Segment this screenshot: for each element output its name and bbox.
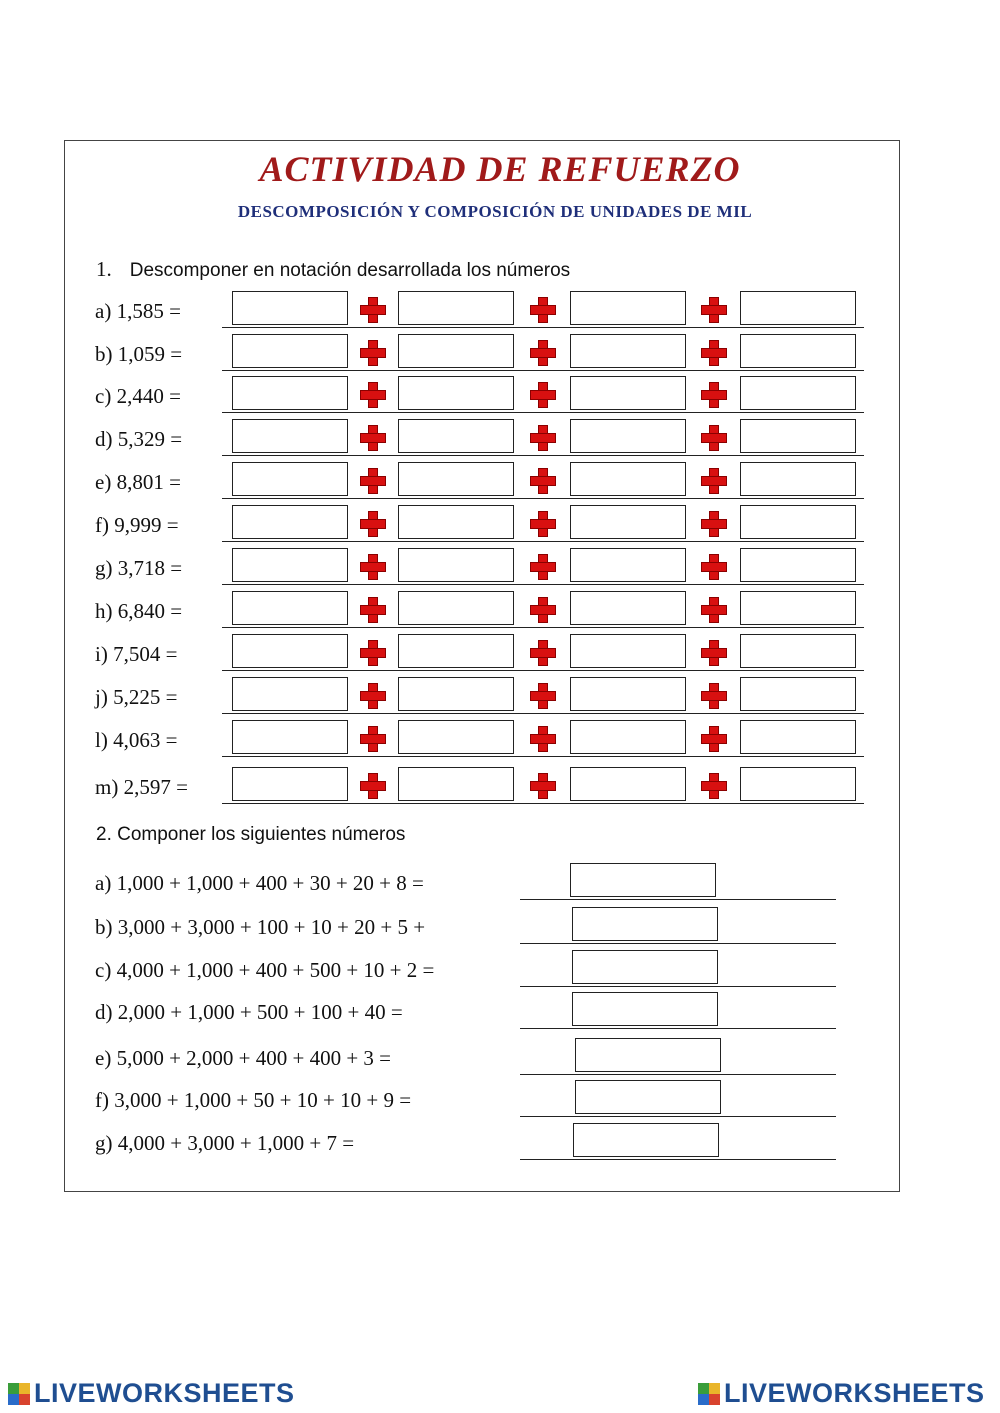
answer-box[interactable] xyxy=(398,376,514,410)
section2-row-label: d) 2,000 + 1,000 + 500 + 100 + 40 = xyxy=(95,1000,403,1024)
section2-row-label: e) 5,000 + 2,000 + 400 + 400 + 3 = xyxy=(95,1046,392,1070)
answer-box[interactable] xyxy=(740,720,856,754)
answer-box[interactable] xyxy=(570,376,686,410)
answer-box[interactable] xyxy=(740,634,856,668)
answer-box[interactable] xyxy=(398,767,514,801)
plus-icon xyxy=(530,425,556,451)
answer-box[interactable] xyxy=(398,634,514,668)
plus-icon xyxy=(701,425,727,451)
answer-box[interactable] xyxy=(232,634,348,668)
answer-box[interactable] xyxy=(398,291,514,325)
answer-box[interactable] xyxy=(232,376,348,410)
answer-box[interactable] xyxy=(232,419,348,453)
plus-icon xyxy=(701,640,727,666)
plus-icon xyxy=(701,511,727,537)
plus-icon xyxy=(530,640,556,666)
answer-underline xyxy=(520,986,836,987)
answer-underline xyxy=(520,1074,836,1075)
answer-box[interactable] xyxy=(572,992,718,1026)
section1-number: 1. xyxy=(96,257,112,281)
plus-icon xyxy=(530,382,556,408)
answer-box[interactable] xyxy=(570,419,686,453)
section1-row-label: h) 6,840 = xyxy=(95,599,183,623)
section2-row-label: b) 3,000 + 3,000 + 100 + 10 + 20 + 5 + xyxy=(95,915,426,939)
answer-underline xyxy=(520,1159,836,1160)
answer-box[interactable] xyxy=(740,767,856,801)
brand-name: LIVEWORKSHEETS xyxy=(724,1378,985,1408)
plus-icon xyxy=(360,726,386,752)
answer-underline xyxy=(222,713,864,714)
answer-box[interactable] xyxy=(740,334,856,368)
answer-box[interactable] xyxy=(570,767,686,801)
section1-row-label: g) 3,718 = xyxy=(95,556,183,580)
section1-heading xyxy=(96,257,570,282)
answer-box[interactable] xyxy=(740,591,856,625)
section1-row-label: l) 4,063 = xyxy=(95,728,178,752)
page-subtitle: DESCOMPOSICIÓN Y COMPOSICIÓN DE UNIDADES DE MIL xyxy=(237,202,753,221)
answer-box[interactable] xyxy=(740,505,856,539)
answer-underline xyxy=(222,803,864,804)
answer-box[interactable] xyxy=(232,720,348,754)
plus-icon xyxy=(701,382,727,408)
answer-underline xyxy=(222,455,864,456)
section1-row-label: m) 2,597 = xyxy=(95,775,188,799)
answer-underline xyxy=(222,627,864,628)
plus-icon xyxy=(360,554,386,580)
plus-icon xyxy=(530,773,556,799)
answer-underline xyxy=(222,327,864,328)
answer-box[interactable] xyxy=(232,548,348,582)
plus-icon xyxy=(701,340,727,366)
plus-icon xyxy=(530,340,556,366)
answer-box[interactable] xyxy=(232,505,348,539)
plus-icon xyxy=(360,773,386,799)
answer-box[interactable] xyxy=(740,419,856,453)
plus-icon xyxy=(701,297,727,323)
section1-row-label: f) 9,999 = xyxy=(95,513,179,537)
plus-icon xyxy=(530,511,556,537)
plus-icon xyxy=(701,597,727,623)
brand-logo-right xyxy=(698,1378,985,1409)
answer-box[interactable] xyxy=(740,462,856,496)
plus-icon xyxy=(701,554,727,580)
answer-box[interactable] xyxy=(575,1038,721,1072)
answer-box[interactable] xyxy=(398,720,514,754)
answer-box[interactable] xyxy=(570,462,686,496)
section1-row-label: d) 5,329 = xyxy=(95,427,183,451)
plus-icon xyxy=(701,468,727,494)
plus-icon xyxy=(530,297,556,323)
answer-underline xyxy=(222,412,864,413)
brand-name: LIVEWORKSHEETS xyxy=(34,1378,295,1408)
answer-box[interactable] xyxy=(740,677,856,711)
section1-row-label: b) 1,059 = xyxy=(95,342,183,366)
section1-row-label: e) 8,801 = xyxy=(95,470,181,494)
answer-underline xyxy=(222,370,864,371)
brand-icon xyxy=(8,1383,30,1405)
answer-underline xyxy=(222,498,864,499)
answer-box[interactable] xyxy=(398,677,514,711)
section2-row-label: a) 1,000 + 1,000 + 400 + 30 + 20 + 8 = xyxy=(95,871,424,895)
answer-box[interactable] xyxy=(398,419,514,453)
answer-box[interactable] xyxy=(232,462,348,496)
answer-box[interactable] xyxy=(570,720,686,754)
section2-row-label: f) 3,000 + 1,000 + 50 + 10 + 10 + 9 = xyxy=(95,1088,412,1112)
plus-icon xyxy=(530,726,556,752)
answer-underline xyxy=(520,943,836,944)
answer-box[interactable] xyxy=(232,291,348,325)
answer-box[interactable] xyxy=(570,634,686,668)
brand-icon xyxy=(698,1383,720,1405)
answer-box[interactable] xyxy=(573,1123,719,1157)
answer-box[interactable] xyxy=(570,863,716,897)
plus-icon xyxy=(360,683,386,709)
answer-box[interactable] xyxy=(572,907,718,941)
answer-box[interactable] xyxy=(232,334,348,368)
plus-icon xyxy=(360,340,386,366)
answer-box[interactable] xyxy=(232,767,348,801)
plus-icon xyxy=(701,683,727,709)
plus-icon xyxy=(530,468,556,494)
answer-box[interactable] xyxy=(740,548,856,582)
answer-box[interactable] xyxy=(232,591,348,625)
answer-box[interactable] xyxy=(398,462,514,496)
answer-box[interactable] xyxy=(570,548,686,582)
brand-logo-left xyxy=(8,1378,295,1409)
answer-box[interactable] xyxy=(398,591,514,625)
answer-box[interactable] xyxy=(572,950,718,984)
answer-box[interactable] xyxy=(570,677,686,711)
plus-icon xyxy=(360,468,386,494)
plus-icon xyxy=(360,425,386,451)
plus-icon xyxy=(360,297,386,323)
plus-icon xyxy=(701,726,727,752)
plus-icon xyxy=(360,382,386,408)
plus-icon xyxy=(360,511,386,537)
section1-row-label: i) 7,504 = xyxy=(95,642,178,666)
section1-row-label: c) 2,440 = xyxy=(95,384,181,408)
answer-box[interactable] xyxy=(398,505,514,539)
answer-underline xyxy=(520,1116,836,1117)
page-title: ACTIVIDAD DE REFUERZO xyxy=(259,149,741,189)
answer-box[interactable] xyxy=(570,291,686,325)
section2-row-label: g) 4,000 + 3,000 + 1,000 + 7 = xyxy=(95,1131,355,1155)
answer-box[interactable] xyxy=(570,591,686,625)
plus-icon xyxy=(530,554,556,580)
section2-row-label: c) 4,000 + 1,000 + 400 + 500 + 10 + 2 = xyxy=(95,958,435,982)
answer-underline xyxy=(222,541,864,542)
answer-box[interactable] xyxy=(398,548,514,582)
answer-box[interactable] xyxy=(232,677,348,711)
answer-underline xyxy=(520,1028,836,1029)
plus-icon xyxy=(360,640,386,666)
answer-box[interactable] xyxy=(570,334,686,368)
answer-box[interactable] xyxy=(398,334,514,368)
answer-underline xyxy=(222,584,864,585)
section2-heading: 2. Componer los siguientes números xyxy=(96,824,406,845)
section1-row-label: j) 5,225 = xyxy=(95,685,178,709)
section1-row-label: a) 1,585 = xyxy=(95,299,181,323)
plus-icon xyxy=(530,597,556,623)
answer-box[interactable] xyxy=(575,1080,721,1114)
plus-icon xyxy=(701,773,727,799)
section1-heading-text: Descomponer en notación desarrollada los números xyxy=(129,260,571,281)
plus-icon xyxy=(530,683,556,709)
answer-underline xyxy=(520,899,836,900)
answer-underline xyxy=(222,670,864,671)
plus-icon xyxy=(360,597,386,623)
answer-box[interactable] xyxy=(570,505,686,539)
answer-underline xyxy=(222,756,864,757)
answer-box[interactable] xyxy=(740,376,856,410)
answer-box[interactable] xyxy=(740,291,856,325)
